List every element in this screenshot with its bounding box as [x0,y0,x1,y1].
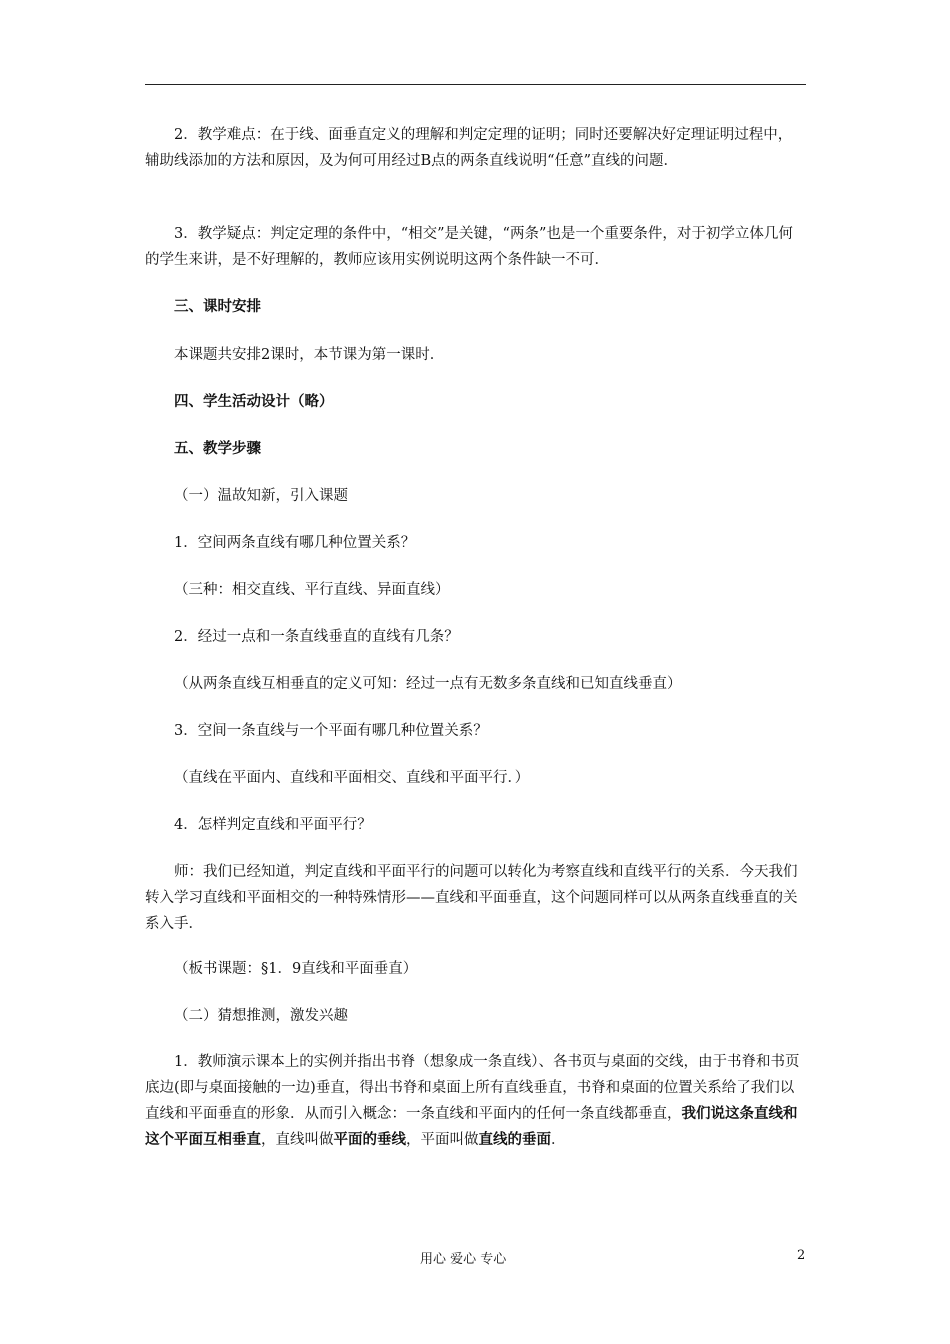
step-2-title: （二）猜想推测，激发兴趣 [174,1008,348,1024]
heading-teaching-steps: 五、教学步骤 [174,440,261,457]
question-4: 4．怎样判定直线和平面平行？ [174,817,372,833]
header-rule [145,84,806,85]
board-topic: （板书课题：§1．9直线和平面垂直） [174,961,418,977]
answer-1: （三种：相交直线、平行直线、异面直线） [174,582,450,598]
question-3: 3．空间一条直线与一个平面有哪几种位置关系？ [174,723,488,739]
paragraph-schedule: 本课题共安排2课时，本节课为第一课时． [174,347,445,363]
step-1-title: （一）温故知新，引入课题 [174,488,348,504]
demo-bold-definition: 我们说这条直线和这个平面互相垂直 [145,1105,798,1148]
page-number: 2 [797,1248,806,1263]
heading-student-activity: 四、学生活动设计（略） [174,393,334,410]
paragraph-teacher-intro: 师：我们已经知道，判定直线和平面平行的问题可以转化为考察直线和直线平行的关系．今天我们转入学习直线和平面相交的一种特殊情形——直线和平面垂直，这个问题同样可以从两条直线垂直的关系入手． [145,864,798,932]
paragraph-demonstration [145,1049,806,1153]
question-2: 2．经过一点和一条直线垂直的直线有几条？ [174,629,459,645]
paragraph-teaching-doubt: 3．教学疑点：判定定理的条件中，“相交”是关键，“两条”也是一个重要条件，对于初学立体几何的学生来讲，是不好理解的，教师应该用实例说明这两个条件缺一不可． [145,226,793,268]
demo-text-4: ． [551,1132,566,1148]
paragraph-teaching-difficulty: 2．教学难点：在于线、面垂直定义的理解和判定定理的证明；同时还要解决好定理证明过程中，辅助线添加的方法和原因，及为何可用经过B点的两条直线说明“任意”直线的问题． [145,127,793,169]
demo-text-2: ，直线叫做 [261,1132,334,1148]
answer-2: （从两条直线互相垂直的定义可知：经过一点有无数多条直线和已知直线垂直） [174,676,682,692]
demo-text-3: ，平面叫做 [406,1132,479,1148]
question-1: 1．空间两条直线有哪几种位置关系？ [174,535,416,551]
demo-text-1: 1．教师演示课本上的实例并指出书脊（想象成一条直线）、各书页与桌面的交线，由于书脊和书页底边(即与桌面接触的一边)垂直，得出书脊和桌面上所有直线垂直，书脊和桌面的位置关系给了我们以直线和平面垂直的形象．从而引入概念：一条直线和平面内的任何一条直线都垂直， [145,1054,800,1122]
demo-bold-perpendicular-line: 平面的垂线 [333,1131,406,1148]
demo-bold-perpendicular-plane: 直线的垂面 [478,1131,551,1148]
heading-class-schedule: 三、课时安排 [174,298,261,315]
answer-3: （直线在平面内、直线和平面相交、直线和平面平行．） [174,770,530,786]
footer-text: 用心 爱心 专心 [420,1252,507,1267]
